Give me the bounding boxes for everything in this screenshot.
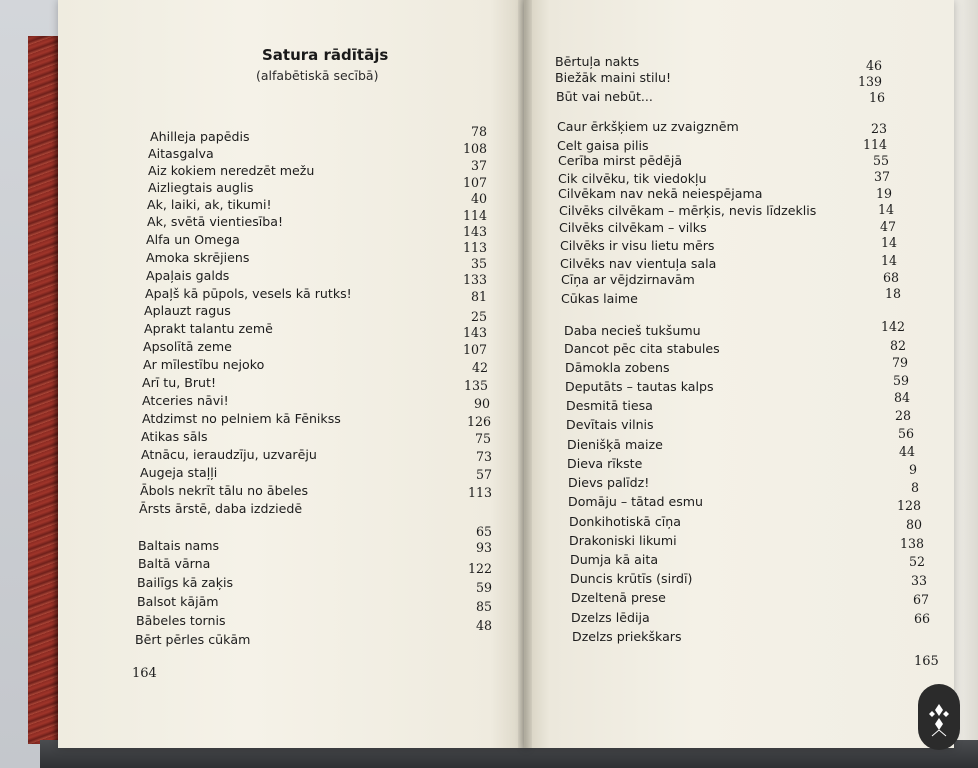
left-entry-title: Apaļš kā pūpols, vesels kā rutks! <box>145 286 352 301</box>
right-entry-page-number: 33 <box>910 573 927 588</box>
right-entry-title: Dzeltenā prese <box>571 590 666 605</box>
left-entry-title: Apsolītā zeme <box>143 339 232 354</box>
right-entry-title: Cik cilvēku, tik viedokļu <box>558 171 707 186</box>
right-entry-page-number: 28 <box>894 408 911 423</box>
left-entry-title: Atdzimst no pelniem kā Fēnikss <box>142 411 341 426</box>
right-entry-title: Cilvēks ir visu lietu mērs <box>560 238 715 253</box>
left-entry-title: Augeja staļļi <box>140 465 218 480</box>
right-entry-title: Cilvēks cilvēkam – vilks <box>559 220 707 235</box>
right-entry-title: Devītais vilnis <box>566 417 654 432</box>
right-entry-page-number: 18 <box>884 286 901 301</box>
left-entry-title: Arī tu, Brut! <box>142 375 217 390</box>
right-entry-page-number: 84 <box>893 390 910 405</box>
right-entry-title: Cerība mirst pēdējā <box>558 153 683 168</box>
right-entry-page-number: 23 <box>870 121 887 136</box>
left-entry-page-number: 81 <box>470 289 487 304</box>
left-entry-title: Bailīgs kā zaķis <box>137 575 234 590</box>
right-entry-page-number: 114 <box>862 137 887 152</box>
right-entry-title: Deputāts – tautas kalps <box>565 379 714 394</box>
watermark-logo <box>918 684 960 750</box>
right-entry-page-number: 138 <box>899 536 924 551</box>
left-entry-page-number: 133 <box>462 272 487 287</box>
left-entry-title: Balsot kājām <box>137 594 219 609</box>
right-entry-title: Donkihotiskā cīņa <box>569 514 681 529</box>
right-entry-title: Cilvēks cilvēkam – mērķis, nevis līdzeklis <box>559 203 817 218</box>
right-entry-page-number: 46 <box>865 58 882 73</box>
right-entry-title: Dāmokla zobens <box>565 360 670 375</box>
right-entry-page-number: 79 <box>891 355 908 370</box>
right-entry-title: Dieva rīkste <box>567 456 643 471</box>
left-entry-page-number: 93 <box>475 540 492 555</box>
right-entry-page-number: 82 <box>889 338 906 353</box>
right-entry-title: Daba necieš tukšumu <box>564 323 701 338</box>
left-entry-page-number: 108 <box>462 141 487 156</box>
right-entry-page-number: 52 <box>908 554 925 569</box>
left-entry-page-number: 65 <box>475 524 492 539</box>
left-entry-page-number: 35 <box>470 256 487 271</box>
right-entry-title: Domāju – tātad esmu <box>568 494 704 509</box>
right-entry-page-number: 55 <box>872 153 889 168</box>
left-entry-page-number: 135 <box>463 378 488 393</box>
right-entry-title: Duncis krūtīs (sirdī) <box>570 571 693 586</box>
right-entry-page-number: 80 <box>905 517 922 532</box>
left-entry-page-number: 113 <box>467 485 492 500</box>
right-entry-title: Cūkas laime <box>561 291 638 306</box>
right-entry-page-number: 8 <box>910 480 919 495</box>
right-entry-title: Dancot pēc cita stabules <box>564 341 720 356</box>
left-entry-title: Aplauzt ragus <box>144 303 231 318</box>
left-entry-page-number: 48 <box>475 618 492 633</box>
right-entry-title: Dienišķā maize <box>567 437 663 452</box>
right-entry-page-number: 19 <box>875 186 892 201</box>
left-entry-page-number: 143 <box>462 325 487 340</box>
right-entry-title: Dzelzs lēdija <box>571 610 650 625</box>
right-entry-page-number: 142 <box>880 319 905 334</box>
left-entry-title: Baltā vārna <box>138 556 211 571</box>
right-entry-page-number: 14 <box>880 253 897 268</box>
right-entry-page-number: 67 <box>912 592 929 607</box>
right-entry-page-number: 16 <box>868 90 885 105</box>
right-entry-page-number: 128 <box>896 498 921 513</box>
right-entry-title: Cilvēks nav vientuļa sala <box>560 256 717 271</box>
left-entry-title: Aitasgalva <box>148 146 214 161</box>
right-entry-title: Dzelzs priekškars <box>572 629 682 644</box>
left-entry-title: Apaļais galds <box>146 268 230 283</box>
left-entry-page-number: 107 <box>462 175 487 190</box>
left-entry-page-number: 42 <box>471 360 488 375</box>
left-entry-page-number: 37 <box>470 158 487 173</box>
right-entry-title: Desmitā tiesa <box>566 398 653 413</box>
left-entry-title: Ak, laiki, ak, tikumi! <box>147 197 272 212</box>
left-entry-title: Ābols nekrīt tālu no ābeles <box>140 483 309 498</box>
right-entry-page-number: 66 <box>913 611 930 626</box>
right-entry-title: Celt gaisa pilis <box>557 138 649 153</box>
right-entry-title: Biežāk maini stilu! <box>555 70 672 85</box>
right-page-number: 165 <box>914 654 939 669</box>
left-entry-page-number: 113 <box>462 240 487 255</box>
book-cover-edge-right <box>950 0 978 768</box>
left-entry-title: Amoka skrējiens <box>146 250 250 265</box>
left-entry-title: Ar mīlestību nejoko <box>143 357 265 372</box>
left-entry-title: Aiz kokiem neredzēt mežu <box>148 163 315 178</box>
left-entry-page-number: 122 <box>467 561 492 576</box>
left-entry-page-number: 114 <box>462 208 487 223</box>
right-entry-title: Cīņa ar vējdzirnavām <box>561 272 695 287</box>
left-entry-page-number: 143 <box>462 224 487 239</box>
right-entry-page-number: 14 <box>880 235 897 250</box>
right-entry-title: Būt vai nebūt... <box>556 89 653 104</box>
right-entry-page-number: 9 <box>908 462 917 477</box>
left-entry-page-number: 107 <box>462 342 487 357</box>
left-entry-page-number: 90 <box>473 396 490 411</box>
left-entry-title: Atikas sāls <box>141 429 208 444</box>
book-cover-spine-left <box>28 36 58 744</box>
right-entry-page-number: 37 <box>873 169 890 184</box>
right-entry-page-number: 47 <box>879 219 896 234</box>
left-entry-page-number: 59 <box>475 580 492 595</box>
left-entry-page-number: 25 <box>470 309 487 324</box>
left-entry-title: Ak, svētā vientiesība! <box>147 214 284 229</box>
right-entry-title: Dumja kā aita <box>570 552 659 567</box>
left-entry-page-number: 85 <box>475 599 492 614</box>
left-entry-title: Aizliegtais auglis <box>148 180 254 195</box>
right-entry-page-number: 14 <box>877 202 894 217</box>
right-entry-page-number: 139 <box>857 74 882 89</box>
left-entry-title: Alfa un Omega <box>146 232 240 247</box>
right-entry-title: Caur ērkšķiem uz zvaigznēm <box>557 119 739 134</box>
left-entry-page-number: 40 <box>470 191 487 206</box>
left-entry-title: Baltais nams <box>138 538 220 553</box>
left-entry-page-number: 73 <box>475 449 492 464</box>
right-entry-page-number: 56 <box>897 426 914 441</box>
left-entry-title: Atnācu, ieraudzīju, uzvarēju <box>141 447 317 462</box>
left-entry-page-number: 75 <box>474 431 491 446</box>
left-page-number: 164 <box>132 666 157 681</box>
right-entry-page-number: 68 <box>882 270 899 285</box>
left-entry-title: Aprakt talantu zemē <box>144 321 273 336</box>
book-gutter <box>518 0 532 748</box>
left-entry-title: Ārsts ārstē, daba izdziedē <box>139 501 303 516</box>
right-entry-title: Cilvēkam nav nekā neiespējama <box>558 186 763 201</box>
left-entry-title: Bābeles tornis <box>136 613 226 628</box>
left-entry-page-number: 78 <box>470 124 487 139</box>
right-entry-title: Dievs palīdz! <box>568 475 650 490</box>
page-title: Satura rādītājs <box>262 46 389 64</box>
left-entry-page-number: 57 <box>475 467 492 482</box>
right-entry-page-number: 59 <box>892 373 909 388</box>
right-entry-page-number: 44 <box>898 444 915 459</box>
diamond-logo-icon <box>918 684 960 750</box>
page-subtitle: (alfabētiskā secībā) <box>256 68 379 83</box>
left-entry-title: Ahilleja papēdis <box>150 129 250 144</box>
left-entry-title: Atceries nāvi! <box>142 393 229 408</box>
left-entry-page-number: 126 <box>466 414 491 429</box>
right-entry-title: Drakoniski likumi <box>569 533 677 548</box>
right-entry-title: Bērtuļa nakts <box>555 54 640 69</box>
left-entry-title: Bērt pērles cūkām <box>135 632 251 647</box>
